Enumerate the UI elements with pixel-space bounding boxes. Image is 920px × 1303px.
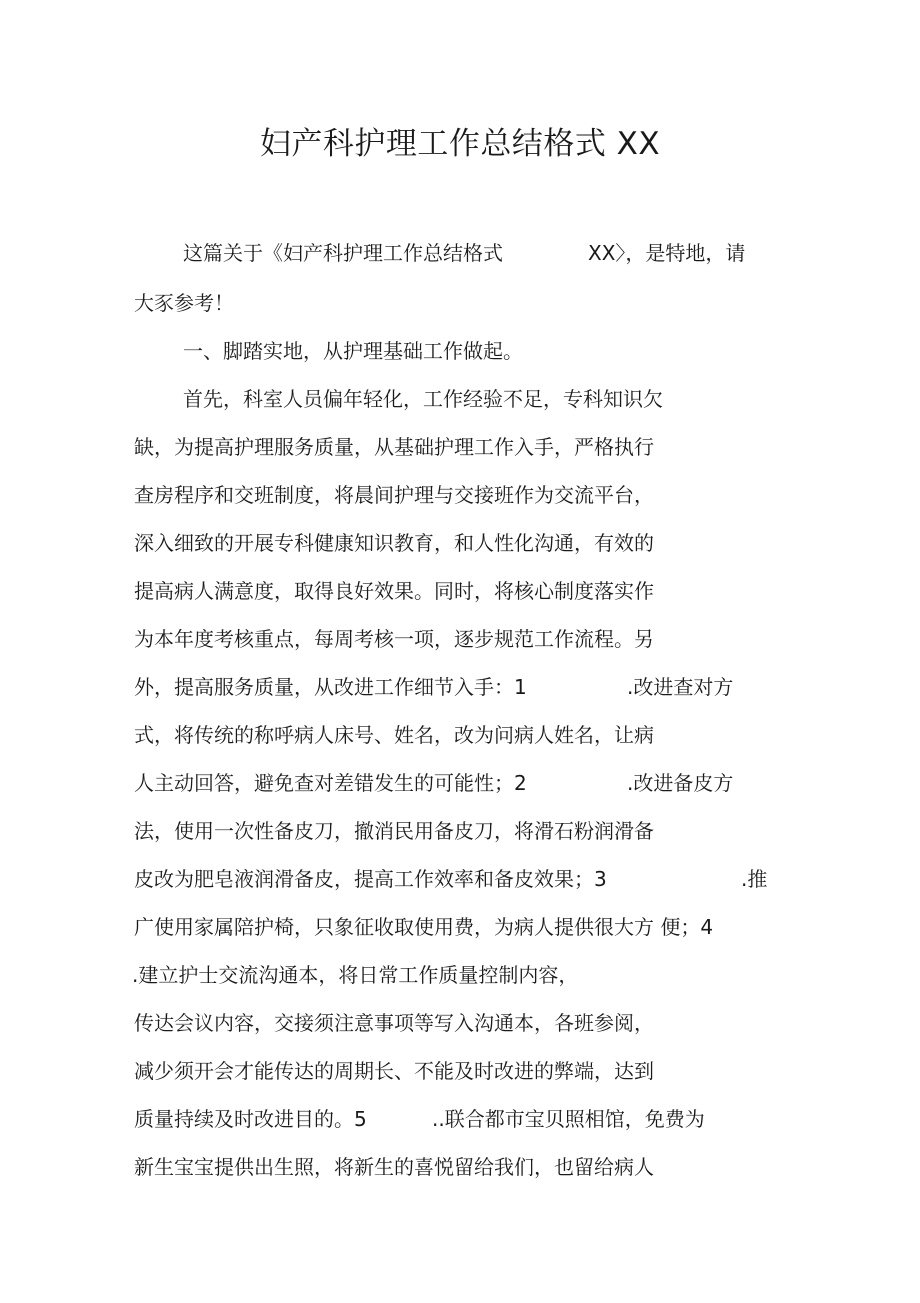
- paragraph-line: [0, 674, 920, 700]
- line-text: 缺，为提高护理服务质量，从基础护理工作入手，严格执行: [134, 435, 654, 459]
- paragraph-line: [0, 1058, 920, 1084]
- line-text-continued: .改进备皮方: [627, 771, 734, 795]
- paragraph-line: [0, 530, 920, 556]
- paragraph-line: [0, 962, 920, 988]
- paragraph-line: [0, 1010, 920, 1036]
- line-text: 新生宝宝提供出生照，将新生的喜悦留给我们，也留给病人: [134, 1155, 654, 1179]
- paragraph-line: [0, 386, 920, 412]
- line-text: 深入细致的开展专科健康知识教育，和人性化沟通，有效的: [134, 531, 654, 555]
- line-text: 法，使用一次性备皮刀，撤消民用备皮刀，将滑石粉润滑备: [134, 819, 654, 843]
- paragraph-line: [0, 290, 920, 316]
- line-text-continued: ..联合都市宝贝照相馆，免费为: [432, 1107, 705, 1131]
- line-text: 传达会议内容，交接须注意事项等写入沟通本，各班参阅，: [134, 1011, 654, 1035]
- line-text: 减少须开会才能传达的周期长、不能及时改进的弊端，达到: [134, 1059, 654, 1083]
- paragraph-line: [0, 578, 920, 604]
- line-text: 质量持续及时改进目的。5: [134, 1107, 367, 1131]
- line-text: 这篇关于《妇产科护理工作总结格式: [183, 241, 503, 265]
- paragraph-line: [0, 818, 920, 844]
- paragraph-line: [0, 240, 920, 266]
- line-text: 一、脚踏实地，从护理基础工作做起。: [183, 339, 523, 363]
- line-text: 人主动回答，避免查对差错发生的可能性；2: [134, 771, 527, 795]
- paragraph-line: [0, 722, 920, 748]
- line-text: 查房程序和交班制度，将晨间护理与交接班作为交流平台，: [134, 483, 654, 507]
- line-text: 提高病人满意度，取得良好效果。同时，将核心制度落实作: [134, 579, 654, 603]
- paragraph-line: [0, 914, 920, 940]
- paragraph-line: [0, 1106, 920, 1132]
- line-text-continued: .推: [741, 867, 768, 891]
- paragraph-line: [0, 482, 920, 508]
- line-text: 皮改为肥皂液润滑备皮，提高工作效率和备皮效果；3: [134, 867, 607, 891]
- paragraph-line: [0, 770, 920, 796]
- line-text: 首先，科室人员偏年轻化，工作经验不足，专科知识欠: [183, 387, 663, 411]
- line-text-continued: .改进查对方: [627, 675, 734, 699]
- line-text: .建立护士交流沟通本，将日常工作质量控制内容，: [132, 963, 579, 987]
- line-text: 广使用家属陪护椅，只象征收取使用费，为病人提供很大方 便；4: [134, 915, 714, 939]
- section-heading: [0, 338, 920, 364]
- line-text-continued: XX〉，是特地，请: [588, 241, 746, 265]
- line-text: 大豕参考！: [134, 291, 234, 315]
- paragraph-line: [0, 434, 920, 460]
- page-title: 妇产科护理工作总结格式 XX: [259, 126, 661, 162]
- paragraph-line: [0, 626, 920, 652]
- paragraph-line: [0, 1154, 920, 1180]
- line-text: 外，提高服务质量，从改进工作细节入手：1: [134, 675, 527, 699]
- line-text: 为本年度考核重点，每周考核一项，逐步规范工作流程。另: [134, 627, 654, 651]
- line-text: 式，将传统的称呼病人床号、姓名，改为问病人姓名，让病: [134, 723, 654, 747]
- paragraph-line: [0, 866, 920, 892]
